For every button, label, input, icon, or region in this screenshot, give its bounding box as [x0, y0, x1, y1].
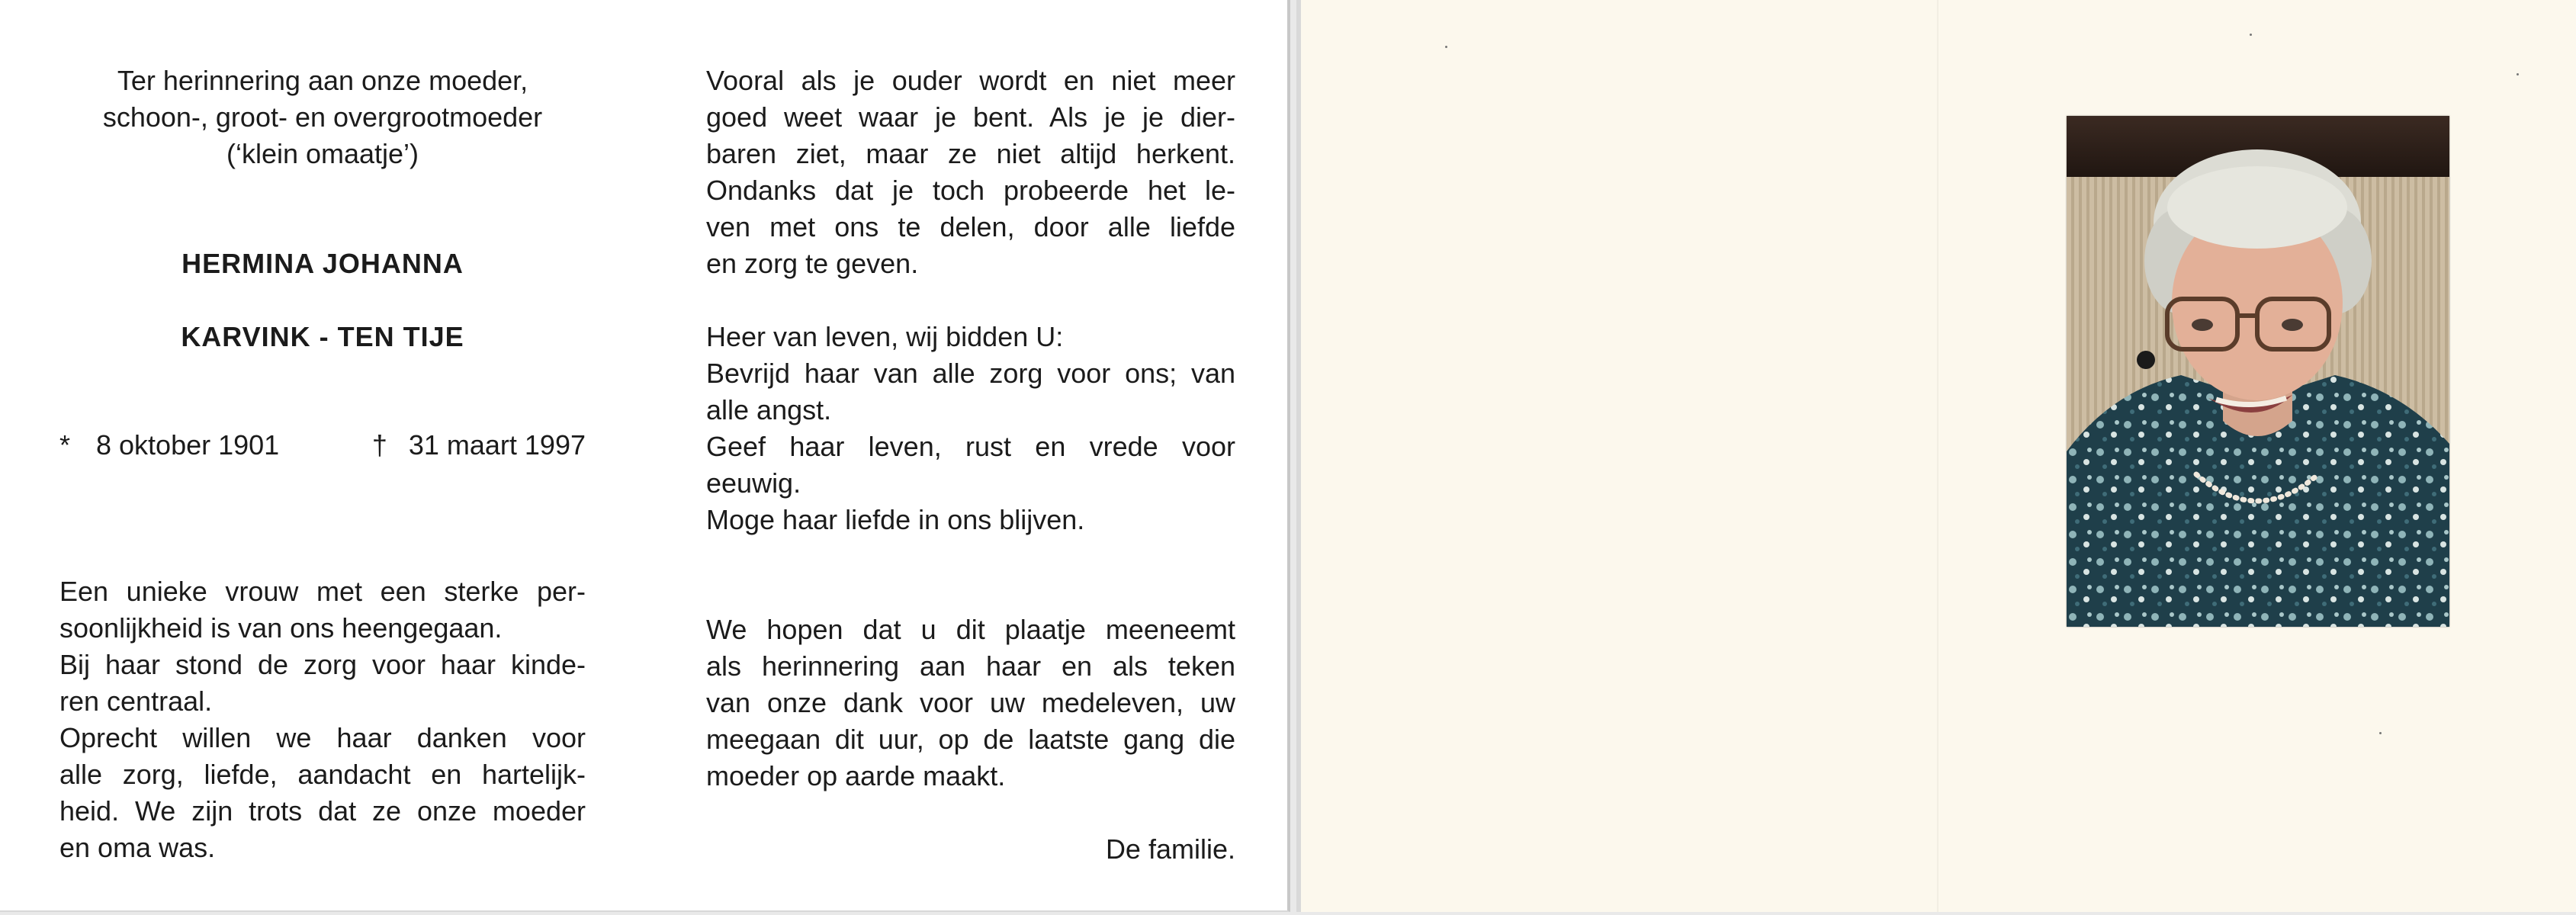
death-date: 31 maart 1997: [408, 429, 586, 461]
cross-icon: †: [371, 429, 387, 461]
portrait-photo: [2067, 116, 2449, 627]
closing-text: [706, 612, 1235, 795]
tribute-line: Bij haar stond de zorg voor haar kinde-: [59, 649, 586, 680]
birth-date: 8 oktober 1901: [96, 429, 280, 461]
deceased-surname: KARVINK - TEN TIJE: [181, 321, 464, 352]
birth-date-line: [59, 427, 279, 464]
prayer-text: [706, 319, 1235, 538]
star-icon: *: [59, 429, 71, 461]
intro-line: schoon-, groot- en overgrootmoeder: [102, 101, 543, 133]
tribute-text: [59, 573, 586, 866]
right-column: [706, 63, 1235, 868]
closing-line: moeder op aarde maakt.: [706, 760, 1006, 791]
paper-speck: [2517, 73, 2519, 75]
tribute-line: en oma was.: [59, 832, 216, 863]
deceased-first-names: HERMINA JOHANNA: [181, 248, 464, 279]
portrait-figure: [2067, 116, 2449, 627]
prayer-line: Geef haar leven, rust en vrede voor: [706, 431, 1235, 462]
intro-line: (‘klein omaatje’): [226, 138, 419, 169]
prayer-line: eeuwig.: [706, 467, 801, 499]
death-date-line: [372, 427, 586, 464]
intro-line: Ter herinnering aan onze moeder,: [117, 65, 528, 96]
poem-line: Vooral als je ouder wordt en niet meer: [706, 65, 1235, 96]
poem-line: Ondanks dat je toch probeerde het le-: [706, 175, 1235, 206]
left-column: [59, 63, 586, 355]
poem-line: baren ziet, maar ze niet altijd herkent.: [706, 138, 1235, 169]
closing-line: We hopen dat u dit plaatje meeneemt: [706, 614, 1235, 645]
prayer-line: Moge haar liefde in ons blijven.: [706, 504, 1085, 535]
paper-speck: [1445, 46, 1447, 48]
paper-speck: [2250, 34, 2252, 36]
tribute-line: ren centraal.: [59, 685, 213, 717]
intro-text: [59, 63, 586, 172]
prayer-line: Bevrijd haar van alle zorg voor ons; van: [706, 358, 1235, 389]
prayer-line: alle angst.: [706, 394, 832, 425]
paper-speck: [2379, 732, 2382, 734]
signature: De familie.: [1105, 833, 1235, 865]
tribute-line: soonlijkheid is van ons heengegaan.: [59, 612, 503, 644]
poem-line: ven met ons te delen, door alle liefde: [706, 211, 1235, 242]
prayer-line: Heer van leven, wij bidden U:: [706, 321, 1064, 352]
poem-text: [706, 63, 1235, 282]
closing-line: meegaan dit uur, op de laatste gang die: [706, 724, 1235, 755]
card-inner-left: [0, 0, 1290, 912]
tribute-line: Een unieke vrouw met een sterke per-: [59, 576, 586, 607]
card-fold-line: [1937, 0, 1938, 912]
tribute-line: Oprecht willen we haar danken voor: [59, 722, 586, 753]
tribute-line: heid. We zijn trots dat ze onze moeder: [59, 795, 586, 827]
tribute-line: alle zorg, liefde, aandacht en hartelijk-: [59, 759, 586, 790]
closing-line: van onze dank voor uw medeleven, uw: [706, 687, 1235, 718]
poem-line: goed weet waar je bent. Als je je dier-: [706, 101, 1235, 133]
poem-line: en zorg te geven.: [706, 248, 919, 279]
closing-line: als herinnering aan haar en als teken: [706, 650, 1235, 682]
